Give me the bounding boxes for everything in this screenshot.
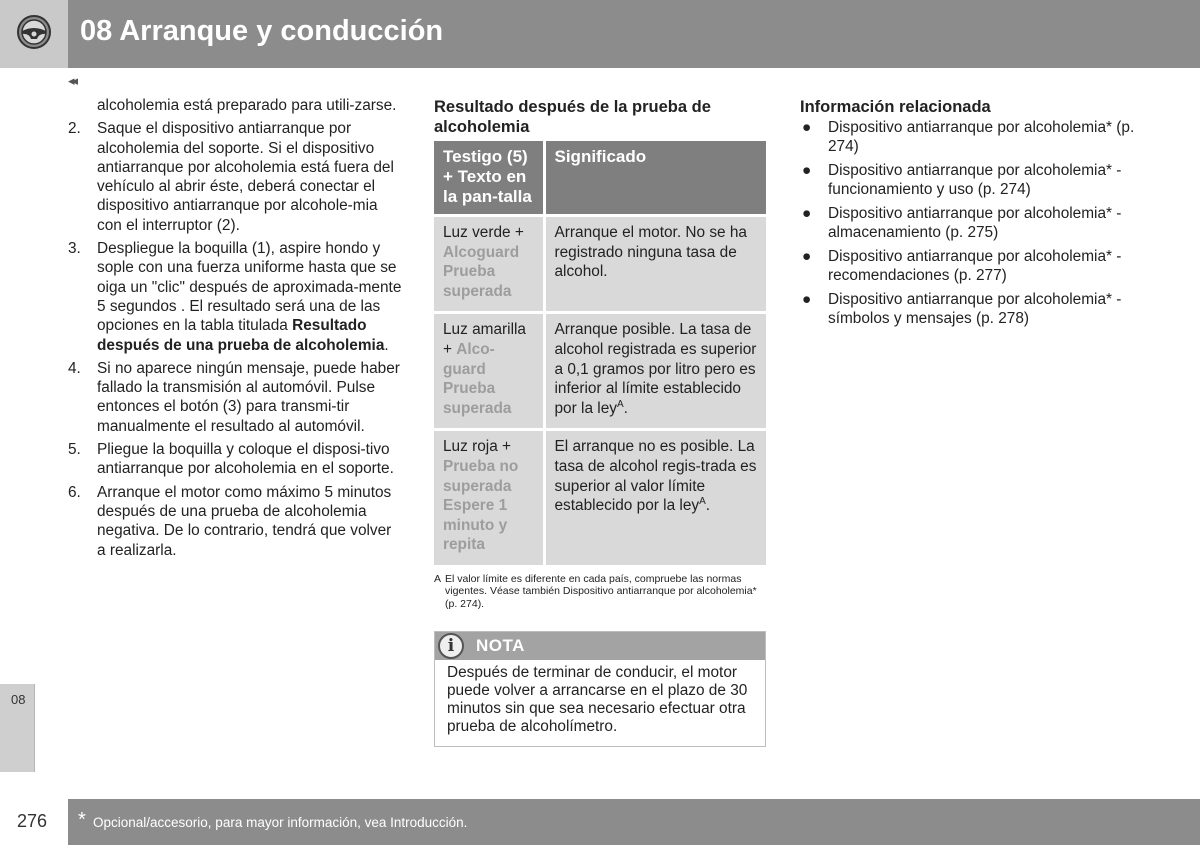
bullet-icon: ● xyxy=(802,162,812,179)
display-text: Alcoguard Prueba superada xyxy=(443,243,520,300)
step-number: 6. xyxy=(68,483,81,501)
table-row xyxy=(434,313,766,430)
step-item xyxy=(68,119,403,235)
related-info-column xyxy=(800,97,1140,333)
asterisk-mark: * xyxy=(78,809,86,831)
steps-list xyxy=(68,119,403,560)
step-table-reference: Resultado después de una prueba de alcoholemia xyxy=(97,317,385,354)
column-header-indicator: Testigo (5) + Texto en la pan-talla xyxy=(434,141,544,216)
related-link-text: Dispositivo antiarranque por alcoholemia* - almacenamiento (p. 275) xyxy=(828,205,1122,241)
meaning-text-end: . xyxy=(623,399,628,417)
chapter-logo-box xyxy=(0,0,68,68)
step-text: Pliegue la boquilla y coloque el disposi-tivo antiarranque por alcoholemia en el soporte. xyxy=(97,441,394,478)
related-link-text: Dispositivo antiarranque por alcoholemia* - recomendaciones (p. 277) xyxy=(828,248,1122,284)
meaning-cell xyxy=(544,313,766,430)
step-number: 4. xyxy=(68,359,81,377)
footnote-ref: A xyxy=(616,398,624,410)
footnote-ref: A xyxy=(699,496,706,507)
related-link[interactable] xyxy=(800,118,1140,156)
related-link[interactable] xyxy=(800,161,1140,199)
page-footer xyxy=(68,799,1200,845)
step-text-end: . xyxy=(384,336,389,354)
step-item xyxy=(68,359,403,436)
note-header xyxy=(435,632,765,660)
meaning-text-end: . xyxy=(705,497,711,515)
related-link[interactable] xyxy=(800,290,1140,328)
step-text: Despliegue la boquilla (1), aspire hondo y sople con una fuerza uniforme hasta que se oiga un "clic" después de aproximada-mente 5 segundos . El resultado será una de las opciones en la tabla titulada xyxy=(97,240,402,335)
step-number: 3. xyxy=(68,240,81,258)
table-row xyxy=(434,216,766,313)
step-item xyxy=(68,239,403,355)
related-list xyxy=(800,118,1140,328)
related-link-text: Dispositivo antiarranque por alcoholemia* (p. 274) xyxy=(828,119,1135,155)
step-number: 2. xyxy=(68,120,81,138)
light-label: Luz verde + xyxy=(443,224,524,241)
indicator-cell xyxy=(434,430,544,565)
light-label: Luz roja + xyxy=(443,438,512,456)
result-heading: Resultado después de la prueba de alcoholemia xyxy=(434,98,711,136)
related-link-text: Dispositivo antiarranque por alcoholemia* - funcionamiento y uso (p. 274) xyxy=(828,162,1122,198)
bullet-icon: ● xyxy=(802,119,812,136)
bullet-icon: ● xyxy=(802,291,812,308)
meaning-cell xyxy=(544,216,766,313)
info-icon: i xyxy=(438,633,464,659)
meaning-text: Arranque el motor. No se ha registrado ninguna tasa de alcohol. xyxy=(554,224,747,281)
meaning-text: Arranque posible. La tasa de alcohol registrada es superior a 0,1 gramos por litro pero es inferior al límite establecido por la ley xyxy=(554,321,757,417)
chapter-tab-label: 08 xyxy=(11,692,26,707)
display-text: Prueba no superada Espere 1 minuto y repita xyxy=(443,457,519,554)
page-header xyxy=(0,0,1200,68)
meaning-text: El arranque no es posible. La tasa de alcohol regis-trada es superior al valor límite establecido por la ley xyxy=(554,438,757,515)
step-text: Arranque el motor como máximo 5 minutos después de una prueba de alcoholemia negativa. De lo contrario, tendrá que volver a realizarla. xyxy=(97,483,392,559)
table-row xyxy=(434,430,766,565)
page-number: 276 xyxy=(17,811,48,831)
note-text: Después de terminar de conducir, el motor puede volver a arrancarse en el plazo de 30 minutos sin que sea necesario efectuar otra prueba de alcoholímetro. xyxy=(447,664,748,736)
related-link[interactable] xyxy=(800,247,1140,285)
bullet-icon: ● xyxy=(802,248,812,265)
continued-text: alcoholemia está preparado para utili-zarse. xyxy=(97,97,397,114)
indicator-cell xyxy=(434,313,544,430)
table-header-row xyxy=(434,141,766,216)
chapter-title: 08 Arranque y conducción xyxy=(80,15,444,47)
table-footnote xyxy=(434,573,766,610)
instructions-column xyxy=(68,96,403,564)
footnote-text: El valor límite es diferente en cada país, compruebe las normas vigentes. Véase también Dispositivo antiarranque por alcoholemia* (p. 274). xyxy=(445,572,757,610)
related-link-text: Dispositivo antiarranque por alcoholemia* - símbolos y mensajes (p. 278) xyxy=(828,291,1122,327)
light-label: Luz amarilla + xyxy=(443,321,526,358)
footer-note: Opcional/accesorio, para mayor información, vea Introducción. xyxy=(93,815,468,830)
step-text: Saque el dispositivo antiarranque por alcoholemia del soporte. Si el dispositivo antiarranque por alcoholemia está fuera del vehículo al abrir éste, deberá conectar el dispositivo antiarranque por alcohole-mia con el interruptor (2). xyxy=(97,120,394,234)
chapter-side-tab[interactable] xyxy=(0,684,35,772)
related-heading: Información relacionada xyxy=(800,98,991,116)
note-box xyxy=(434,631,766,747)
column-header-meaning: Significado xyxy=(544,141,766,216)
indicator-cell xyxy=(434,216,544,313)
step-item xyxy=(68,483,403,560)
note-label: NOTA xyxy=(476,636,525,656)
step-text: Si no aparece ningún mensaje, puede haber fallado la transmisión al automóvil. Pulse entonces el botón (3) para transmi-tir manualmente el resultado al automóvil. xyxy=(97,359,400,435)
result-table xyxy=(434,141,766,565)
step-number: 5. xyxy=(68,441,81,459)
meaning-cell xyxy=(544,430,766,565)
bullet-icon: ● xyxy=(802,205,812,222)
continued-marker: ◂◂ xyxy=(68,73,76,88)
display-text: Alco-guard Prueba superada xyxy=(443,340,512,417)
steering-wheel-icon xyxy=(16,14,52,50)
result-column xyxy=(434,97,766,747)
step-item xyxy=(68,440,403,479)
related-link[interactable] xyxy=(800,204,1140,242)
footnote-mark: A xyxy=(434,572,442,585)
